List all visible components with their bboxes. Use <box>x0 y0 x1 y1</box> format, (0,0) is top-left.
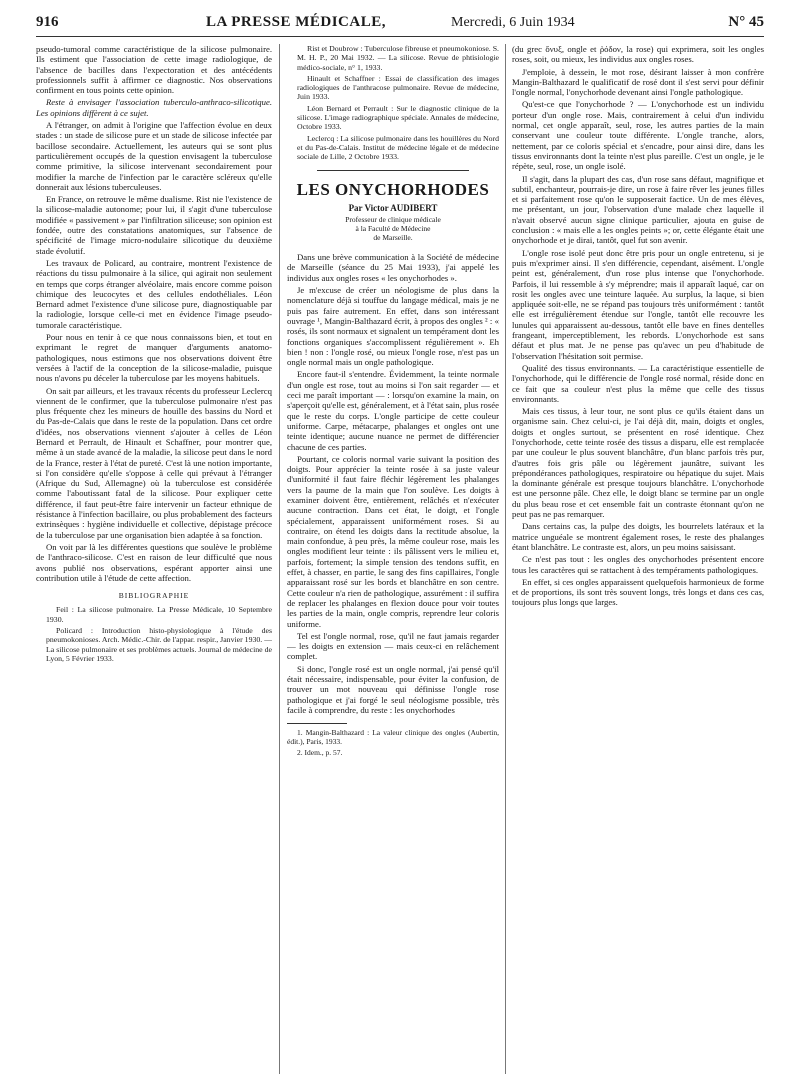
affiliation-line: Professeur de clinique médicale <box>345 215 441 225</box>
paragraph: On voit par là les différentes questions que soulève le problème de l'anthraco-silicose. C'est en raison de leur difficulté que nous avons publié nos observations, espérant apporter ainsi une contribution utile à l'étude de cette affection. <box>36 541 272 583</box>
column-1 <box>36 44 272 1074</box>
paragraph: L'ongle rose isolé peut donc être pris pour un ongle entretenu, si je puis m'exprimer ainsi. Il s'en différencie, cependant, aisément. L'ongle peint est, généralement, d'un rose plus intense que l'onychorhode. Parfois, il lui ressemble à s'y méprendre; mais il apparaît laqué, car on rosit les ongles avec une teinture laquée. Au surplus, la laque, si bien appliquée soit-elle, ne se répand pas toujours très uniformément : tantôt elle est irrégulièrement étendue sur l'ongle, tantôt elle recouvre les lunules qui apparaissent au-dessous, tantôt elle bave en fines dentelles frangeant, imperceptiblement, les rebords. L'onychorhode est sans défaut et plus mat. Je ne pense pas qu'avec un peu d'habitude de l'observation l'hésitation soit permise. <box>512 247 764 361</box>
issue-number: N° 45 <box>728 14 764 30</box>
paragraph: En effet, si ces ongles apparaissent quelquefois harmonieux de forme et de proportions, ils sont très souvent longs, très longs et dans ces cas, toujours plus longs que larges. <box>512 576 764 608</box>
paragraph: On sait par ailleurs, et les travaux récents du professeur Leclercq viennent de le confirmer, que la tuberculose pulmonaire n'est pas plus fréquente chez les mineurs de houille des bassins du Nord et du Pas-de-Calais que dans le reste de la population. Dans cet ordre d'idées, nos observations viennent s'ajouter à celles de Léon Bernard et Perrault, de Hinault et Schaffner, pour montrer que, même à un stade avancé de la maladie, la silicose peut dans le nord de la France, rester à l'état de pureté. C'est là une notion importante, si l'on considère qu'elle s'oppose à celle qui prévaut à l'étranger (Afrique du Sud, Allemagne) où la tuberculose est considérée comme l'aboutissant fatal de la silicose. Pour expliquer cette différence, il faut peut-être faire intervenir un facteur ethnique de résistance à l'infection bacillaire, ou plus probablement des facteurs extrinsèques : hygiène individuelle et collective, dépistage précoce de la tuberculose par une organisation bien adaptée à sa fonction. <box>36 385 272 540</box>
article-author: Par Victor AUDIBERT <box>348 202 438 213</box>
bibliography-entry: Leclercq : La silicose pulmonaire dans les houillères du Nord et du Pas-de-Calais. Institut de médecine légale et de médecine sociale de Lille, 2 Octobre 1933. <box>297 133 499 162</box>
column-rule <box>505 44 506 1074</box>
paragraph: Tel est l'ongle normal, rose, qu'il ne faut jamais regarder — les doigts en extension — mais ceux-ci en relâchement complet. <box>287 630 499 662</box>
paragraph: Pour nous en tenir à ce que nous connaissons bien, et tout en exprimant le regret de manquer d'arguments anatomo-pathologiques, nous estimons que nos observations doivent être versées à l'actif de la conception de la silicose-maladie, puisque nous n'avons pu déceler la tuberculose par les moyens habituels. <box>36 332 272 384</box>
bibliography-entry: Policard : Introduction histo-physiologique à l'étude des pneumokonioses. Arch. Médic.-Chir. de l'appar. respir., Janvier 1930. — La silicose pulmonaire et ses problèmes actuels. Journal de médecine de Lyon, 5 Février 1933. <box>46 626 272 663</box>
paragraph: Dans certains cas, la pulpe des doigts, les bourrelets latéraux et la matrice unguéale se montrent également roses, le reste des phalanges étant blanchâtre. Le contraste est, alors, un peu moins saisissant. <box>512 521 764 552</box>
affiliation-line: à la Faculté de Médecine <box>355 224 431 234</box>
paragraph: J'emploie, à dessein, le mot rose, désirant laisser à mon confrère Mangin-Balthazard le qualificatif de rosé dont il s'est servi pour définir l'ongle normal, l'onychorhode devenant ainsi l'ongle pathologique. <box>512 66 764 98</box>
paragraph: Dans une brève communication à la Société de médecine de Marseille (séance du 25 Mai 1933), j'ai appelé les individus aux ongles roses « les onychorhodes ». <box>287 252 499 283</box>
paragraph: Qualité des tissus environnants. — La caractéristique essentielle de l'onychorhode, qui le différencie de l'ongle rosé normal, réside donc en ce fait que sa couleur n'est plus la même que celle des tissus environnants. <box>512 362 764 404</box>
column-2 <box>287 44 499 1074</box>
paragraph: Encore faut-il s'entendre. Évidemment, la teinte normale d'un ongle est rose, tout au moins si l'on sait regarder — et ceci me paraît important — : lorsqu'on examine la main, on s'aperçoit qu'elle est, généralement, et à l'état sain, plus rosée que le reste du corps. L'ongle participe de cette couleur uniforme. Carpe, métacarpe, phalanges et ongles ont une teinte identique; aucune nuance ne permet de différencier chacune de ces parties. <box>287 369 499 452</box>
bibliography-title: BIBLIOGRAPHIE <box>118 591 190 601</box>
paragraph: (du grec ὄνυξ, ongle et ῥόδον, la rose) qui exprimera, soit les ongles roses, soit, ou mieux, les individus aux ongles roses. <box>512 44 764 65</box>
paragraph: Il s'agit, dans la plupart des cas, d'un rose sans défaut, magnifique et subtil, enchanteur, pourrais-je dire, un rose à faire rêver les jeunes filles et si parfaitement rose qu'on le supposerait factice. Un de mes élèves, me présentant, un jour, l'observation d'une malade chez laquelle il n'avait observé aucun signe clinique particulier, ajouta en guise de conclusion : « mais elle a les ongles peints »; or, cette élégante était une onychorhode et je dirai, tantôt, quel fut son avenir. <box>512 173 764 246</box>
paragraph: Pourtant, ce coloris normal varie suivant la position des doigts. Pour apprécier la teinte rosée à sa juste valeur d'uniformité il faut faire fléchir légèrement les phalanges vers la paume de la main que l'on soulève. Les doigts à examiner doivent être, entièrement, relâchés et n'exécuter aucune contraction. Dans cet état, le doigt, et l'ongle spécialement, apparaissent uniformément roses. Si au contraire, on étend les doigts dans la rectitude absolue, la main confondue, à peu près, la même couleur rose, mais les ongles modifient leur teinte : ils pâlissent vers le milieu et, parfois, fortement; la simple tension des tendons suffit, en effet, à chasser, en partie, le sang des fins capillaires, l'ongle apparaissant rosé sur les bords et blanchâtre en son centre. Cette couleur n'a rien de pathologique, assurément : il suffira de replacer les phalanges en flexion douce pour voir toutes les parties de la main, ongle compris, reprendre leur coloris uniforme. <box>287 453 499 629</box>
paragraph: Ce n'est pas tout : les ongles des onychorhodes présentent encore tous les caractères qui se rattachent à des tempéraments pathologiques. <box>512 554 764 575</box>
paragraph: En France, on retrouve le même dualisme. Rist nie l'existence de la silicose-maladie autonome; pour lui, il s'agit d'une tuberculose modifiée « passivement » par l'infiltration siliceuse; son opinion est fondée, outre des constatations anatomiques, sur l'absence de spécificité de l'image micro-nodulaire silicotique du deuxième stade évolutif. <box>36 194 272 256</box>
footnote: 1. Mangin-Balthazard : La valeur clinique des ongles (Aubertin, édit.), Paris, 1933. <box>287 728 499 747</box>
affiliation-line: de Marseille. <box>373 233 413 243</box>
column-rule <box>279 44 280 1074</box>
journal-title: LA PRESSE MÉDICALE, <box>206 14 386 30</box>
bibliography-entry: Léon Bernard et Perrault : Sur le diagnostic clinique de la silicose. L'image radiographique spéciale. Annales de médecine, Octobre 1933. <box>297 103 499 132</box>
footnote: 2. Idem., p. 57. <box>297 748 343 758</box>
paragraph: Je m'excuse de créer un néologisme de plus dans la nomenclature déjà si touffue du langage médical, mais je ne puis pas faire autrement. En effet, dans son intéressant ouvrage ¹, Mangin-Balthazard écrit, à propos des ongles ² : « rosés, ils sont normaux et signalent un tempérament dont les fonctions organiques s'accomplissent régulièrement ». Eh bien ! non : l'ongle rosé, ou mieux l'ongle rose, n'est pas un ongle normal mais un ongle pathologique. <box>287 285 499 368</box>
paragraph: Si donc, l'ongle rosé est un ongle normal, j'ai pensé qu'il était nécessaire, indispensable, pour éviter la confusion, de trouver un mot nouveau qui définisse l'ongle rose pathologique et j'ai forgé le seul néologisme possible, très facile à comprendre, du reste : les onychorhodes <box>287 663 499 715</box>
section-divider <box>317 170 469 171</box>
page-number: 916 <box>36 14 59 30</box>
paragraph: Mais ces tissus, à leur tour, ne sont plus ce qu'ils étaient dans un organisme sain. Chez celui-ci, je l'ai déjà dit, main, doigts et ongles, doigts et ongles surtout, se présentent en rosé identique. Chez l'onychorhode, cette teinte rosée des tissus a disparu, elle est remplacée par une couleur le plus souvent blanchâtre, d'un blanc parfois très pur, d'autres fois gris pâle ou légèrement jaunâtre, suivant les prépondérances pathologiques, respiratoire ou hépatique du sujet. Mais la dominante générale est presque toujours blanchâtre. L'onychorhode est une personne pâle. Chez elle, le doigt blanc se termine par un ongle du plus beau rose et cet ensemble fait un contraste étonnant qu'on ne peut pas ne pas remarquer. <box>512 406 764 520</box>
bibliography-entry: Rist et Doubrow : Tuberculose fibreuse et pneumokoniose. S. M. H. P., 20 Mai 1932. — La silicose. Revue de phtisiologie médico-sociale, n° 1, 1933. <box>297 44 499 72</box>
column-3 <box>512 44 764 1074</box>
paragraph: Qu'est-ce que l'onychorhode ? — L'onychorhode est un individu porteur d'un ongle rose. Mais, contrairement à celui d'un individu normal, cet ongle apparaît, seul, rose, les autres parties de la main conservant une couleur toute différente. L'ongle tranche, alors, nettement, par ce coloris spécial et s'encadre, pour ainsi dire, dans les tissus environnants dont la teinte n'est plus pareille. C'est un ongle, je le répète, seul, rose, un ongle isolé. <box>512 99 764 172</box>
issue-date: Mercredi, 6 Juin 1934 <box>451 15 575 30</box>
paragraph: pseudo-tumoral comme caractéristique de la silicose pulmonaire. Ils estiment que l'association de cette image radiologique, de l'absence de bacilles dans l'expectoration et des antécédents professionnels suffit à affirmer ce diagnostic. Nos observations confirment en tous points cette opinion. <box>36 44 272 96</box>
paragraph: Reste à envisager l'association tuberculo-anthraco-silicotique. Les opinions diffèrent à ce sujet. <box>36 97 272 118</box>
bibliography-entry: Hinault et Schaffner : Essai de classification des images radiologiques de l'anthracose pulmonaire. Revue de médecine, Juin 1933. <box>297 73 499 102</box>
page-header <box>36 14 764 37</box>
article-title: LES ONYCHORHODES <box>296 179 490 199</box>
author-affiliation <box>287 215 499 242</box>
paragraph: Les travaux de Policard, au contraire, montrent l'existence de réactions du tissu pulmonaire à la silice, qui agirait non seulement en temps que corps étranger alvéolaire, mais encore comme poison chimique des leucocytes et des cellules endothéliales. Léon Bernard admet l'existence d'une silicose pure, diagnostiquable par la radiologie, lorsque celle-ci met en évidence l'image pseudo-tumorale caractéristique. <box>36 257 272 330</box>
bibliography-entry: Feil : La silicose pulmonaire. La Presse Médicale, 10 Septembre 1930. <box>46 605 272 624</box>
footnote-divider <box>287 723 347 724</box>
paragraph: A l'étranger, on admit à l'origine que l'affection évolue en deux stades : un stade de silicose pure et un stade de silicose infectée par bacillose secondaire. Actuellement, les auteurs qui se sont plus particulièrement occupés de la question envisagent la tuberculose comme primitive, la silicose intervenant secondairement pour modifier la marche de l'infection par le caractère scléreux qu'elle donnerait aux lésions tuberculeuses. <box>36 120 272 192</box>
